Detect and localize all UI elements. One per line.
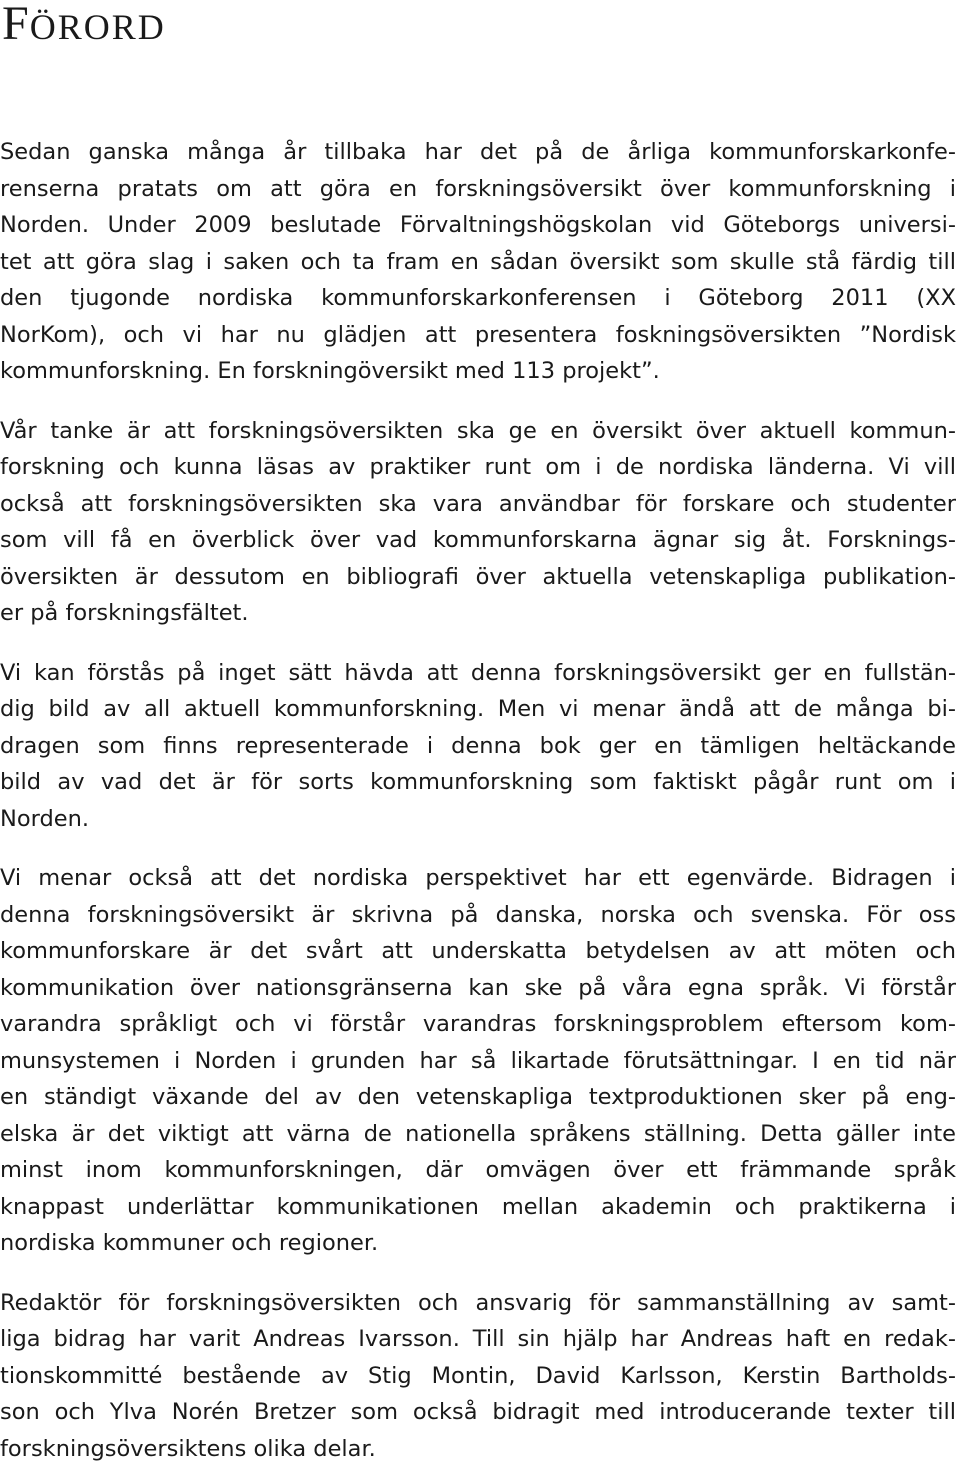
- paragraph: [0, 1285, 956, 1468]
- text-line: varandra språkligt och vi förstår varandras forskningsproblem eftersom kom-: [0, 1011, 956, 1037]
- text-line: nordiska kommuner och regioner.: [0, 1230, 379, 1256]
- paragraph-gap: [0, 1262, 956, 1285]
- text-line: Vår tanke är att forskningsöversikten ska ge en översikt över aktuell kommun-: [0, 417, 956, 444]
- text-line: knappast underlättar kommunikationen mellan akademin och praktikerna i: [0, 1193, 956, 1220]
- paragraph-gap: [0, 837, 956, 860]
- body-text: [0, 134, 956, 1467]
- paragraph: [0, 134, 956, 390]
- title-rest: ÖRORD: [29, 7, 166, 47]
- text-line: också att forskningsöversikten ska vara användbar för forskare och studenter: [0, 490, 956, 517]
- paragraph: [0, 655, 956, 838]
- text-line: en ständigt växande del av den vetenskapliga textproduktionen sker på eng-: [0, 1084, 956, 1110]
- text-line: forskningsöversiktens olika delar.: [0, 1435, 376, 1462]
- text-line: Redaktör för forskningsöversikten och ansvarig för sammanställning av samt-: [0, 1289, 956, 1316]
- text-line: Vi kan förstås på inget sätt hävda att denna forskningsöversikt ger en fullstän-: [0, 659, 956, 686]
- text-line: som vill få en överblick över vad kommunforskarna ägnar sig åt. Forsknings-: [0, 527, 956, 553]
- paragraph: [0, 413, 956, 632]
- paragraph-gap: [0, 390, 956, 413]
- text-line: Norden.: [0, 805, 89, 832]
- text-line: Norden. Under 2009 beslutade Förvaltningshögskolan vid Göteborgs universi-: [0, 212, 956, 238]
- text-line: er på forskningsfältet.: [0, 600, 249, 626]
- text-line: forskning och kunna läsas av praktiker runt om i de nordiska länderna. Vi vill: [0, 454, 956, 480]
- text-line: tet att göra slag i saken och ta fram en sådan översikt som skulle stå färdig till: [0, 248, 956, 275]
- text-line: renserna pratats om att göra en forskningsöversikt över kommunforskning i: [0, 175, 956, 202]
- text-line: kommunikation över nationsgränserna kan ske på våra egna språk. Vi förstår: [0, 974, 956, 1001]
- text-line: elska är det viktigt att värna de nationella språkens ställning. Detta gäller inte: [0, 1120, 956, 1147]
- page-title: [2, 0, 166, 51]
- text-line: son och Ylva Norén Bretzer som också bidragit med introducerande texter till: [0, 1399, 956, 1425]
- text-line: kommunforskning. En forskningöversikt med 113 projekt”.: [0, 358, 660, 384]
- paragraph: [0, 860, 956, 1262]
- text-line: dragen som finns representerade i denna bok ger en tämligen heltäckande: [0, 732, 956, 759]
- text-line: Vi menar också att det nordiska perspektivet har ett egenvärde. Bidragen i: [0, 865, 956, 891]
- title-first-letter: F: [2, 0, 30, 50]
- text-line: minst inom kommunforskningen, där omvägen över ett främmande språk: [0, 1157, 956, 1183]
- text-line: kommunforskare är det svårt att underskatta betydelsen av att möten och: [0, 938, 956, 964]
- text-line: bild av vad det är för sorts kommunforskning som faktiskt pågår runt om i: [0, 769, 956, 795]
- text-line: tionskommitté bestående av Stig Montin, David Karlsson, Kerstin Bartholds-: [0, 1362, 956, 1389]
- text-line: dig bild av all aktuell kommunforskning. Men vi menar ändå att de många bi-: [0, 696, 956, 722]
- text-line: munsystemen i Norden i grunden har så likartade förutsättningar. I en tid när: [0, 1047, 956, 1074]
- text-line: den tjugonde nordiska kommunforskarkonferensen i Göteborg 2011 (XX: [0, 285, 956, 311]
- text-line: översikten är dessutom en bibliografi över aktuella vetenskapliga publikation-: [0, 563, 956, 590]
- text-line: NorKom), och vi har nu glädjen att presentera foskningsöversikten ”Nordisk: [0, 321, 956, 348]
- text-line: Sedan ganska många år tillbaka har det på de årliga kommunforskarkonfe-: [0, 139, 956, 165]
- paragraph-gap: [0, 632, 956, 655]
- text-line: denna forskningsöversikt är skrivna på danska, norska och svenska. För oss: [0, 901, 956, 928]
- text-line: liga bidrag har varit Andreas Ivarsson. Till sin hjälp har Andreas haft en redak-: [0, 1326, 956, 1352]
